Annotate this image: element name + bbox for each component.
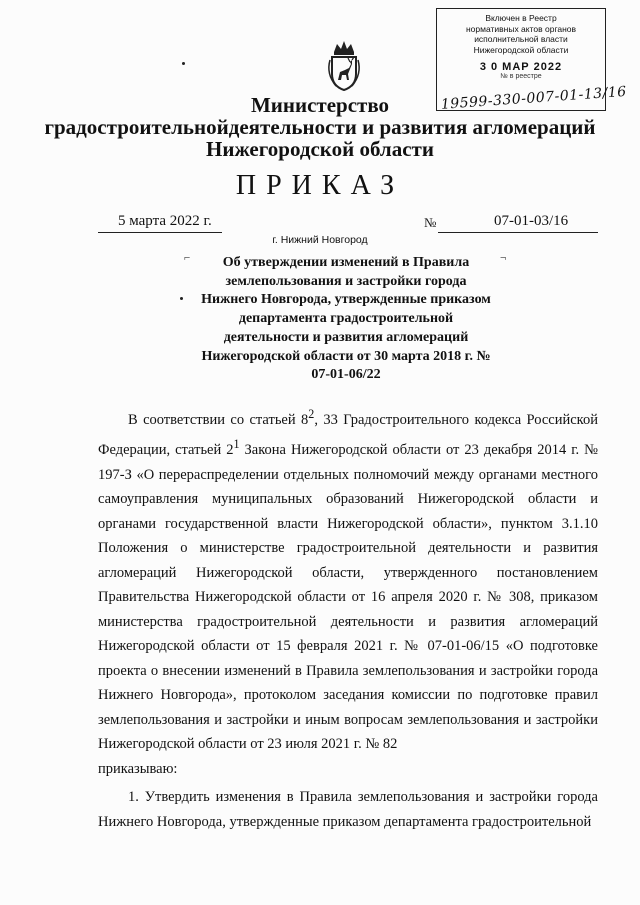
preamble-part-1: В соответствии со статьей 8 — [128, 411, 309, 428]
stamp-line-2: нормативных актов органов — [465, 23, 577, 34]
bracket-left-icon: ⌐ — [184, 252, 191, 264]
preamble-part-3: Закона Нижегородской области от 23 декабря 2014 г. № 197-З «О перераспределении отдельных полномочий между органами местного самоуправления муниципальных образований Нижегородской области и органами государственной власти Нижегородской области», пунктом 3.1.10 Положения о министерстве градостроительной деятельности и развития агломераций Нижегородской области, утвержденного постановлением Правительства Нижегородской области от 16 апреля 2020 г. № 308, приказом министерства градостроительной деятельности и развития агломераций Нижегородской области от 15 февраля 2021 г. № 07-01-06/15 «О подготовке проекта о внесении изменений в Правила землепользования и застройки города Нижнего Новгорода», протоколом заседания комиссии по подготовке правил землепользования и застройки и иным вопросам землепользования и застройки Нижегородской области от 23 июля 2021 г. № 82 — [98, 442, 598, 753]
date-underline — [98, 232, 222, 233]
stamp-line-4: Нижегородской области — [473, 44, 569, 55]
document-type: ПРИКАЗ — [235, 170, 405, 201]
city: г. Нижний Новгород — [272, 234, 368, 246]
ministry-line-1: Министерство — [250, 93, 390, 117]
order-word: приказываю: — [98, 760, 178, 777]
ministry-line-2: градостроительнойдеятельности и развития агломераций — [44, 115, 596, 139]
bracket-right-icon: ¬ — [500, 252, 507, 264]
number-underline — [438, 232, 598, 233]
number-sign: № — [424, 215, 437, 230]
scan-speck — [182, 62, 185, 65]
scan-speck — [180, 297, 183, 300]
stamp-line-1: Включен в Реестр — [485, 13, 557, 23]
preamble-sup-2: 1 — [233, 437, 240, 452]
document-body — [98, 402, 598, 834]
coat-of-arms-icon — [324, 38, 364, 94]
order-item-1: 1. Утвердить изменения в Правила землепользования и застройки города Нижнего Новгорода, утвержденные приказом департамента градостроительной — [98, 789, 598, 830]
preamble-sup-1: 2 — [308, 407, 315, 421]
preamble-paragraph — [98, 402, 598, 757]
order-number: 07-01-03/16 — [494, 213, 569, 229]
order-subject: Об утверждении изменений в Правила землепользования и застройки города Нижнего Новгорода, утвержденные приказом департамента градостроительной деятельности и развития агломераций Нижегородской области от 30 марта 2018 г. № 07-01-06/22 — [201, 255, 491, 383]
stamp-registry-label: № в реестре — [500, 73, 542, 80]
stamp-line-3: исполнительной власти — [474, 34, 568, 44]
order-date: 5 марта 2022 г. — [118, 213, 212, 229]
ministry-line-3: Нижегородской области — [206, 137, 434, 161]
stamp-date: 3 0 МАР 2022 — [479, 61, 563, 73]
preamble-part-2: , 33 Градостроительного кодекса Российской Федерации, статьей 2 — [98, 411, 598, 459]
stamp-registry-number: 19599-330-007-01-13/16 — [440, 83, 628, 113]
